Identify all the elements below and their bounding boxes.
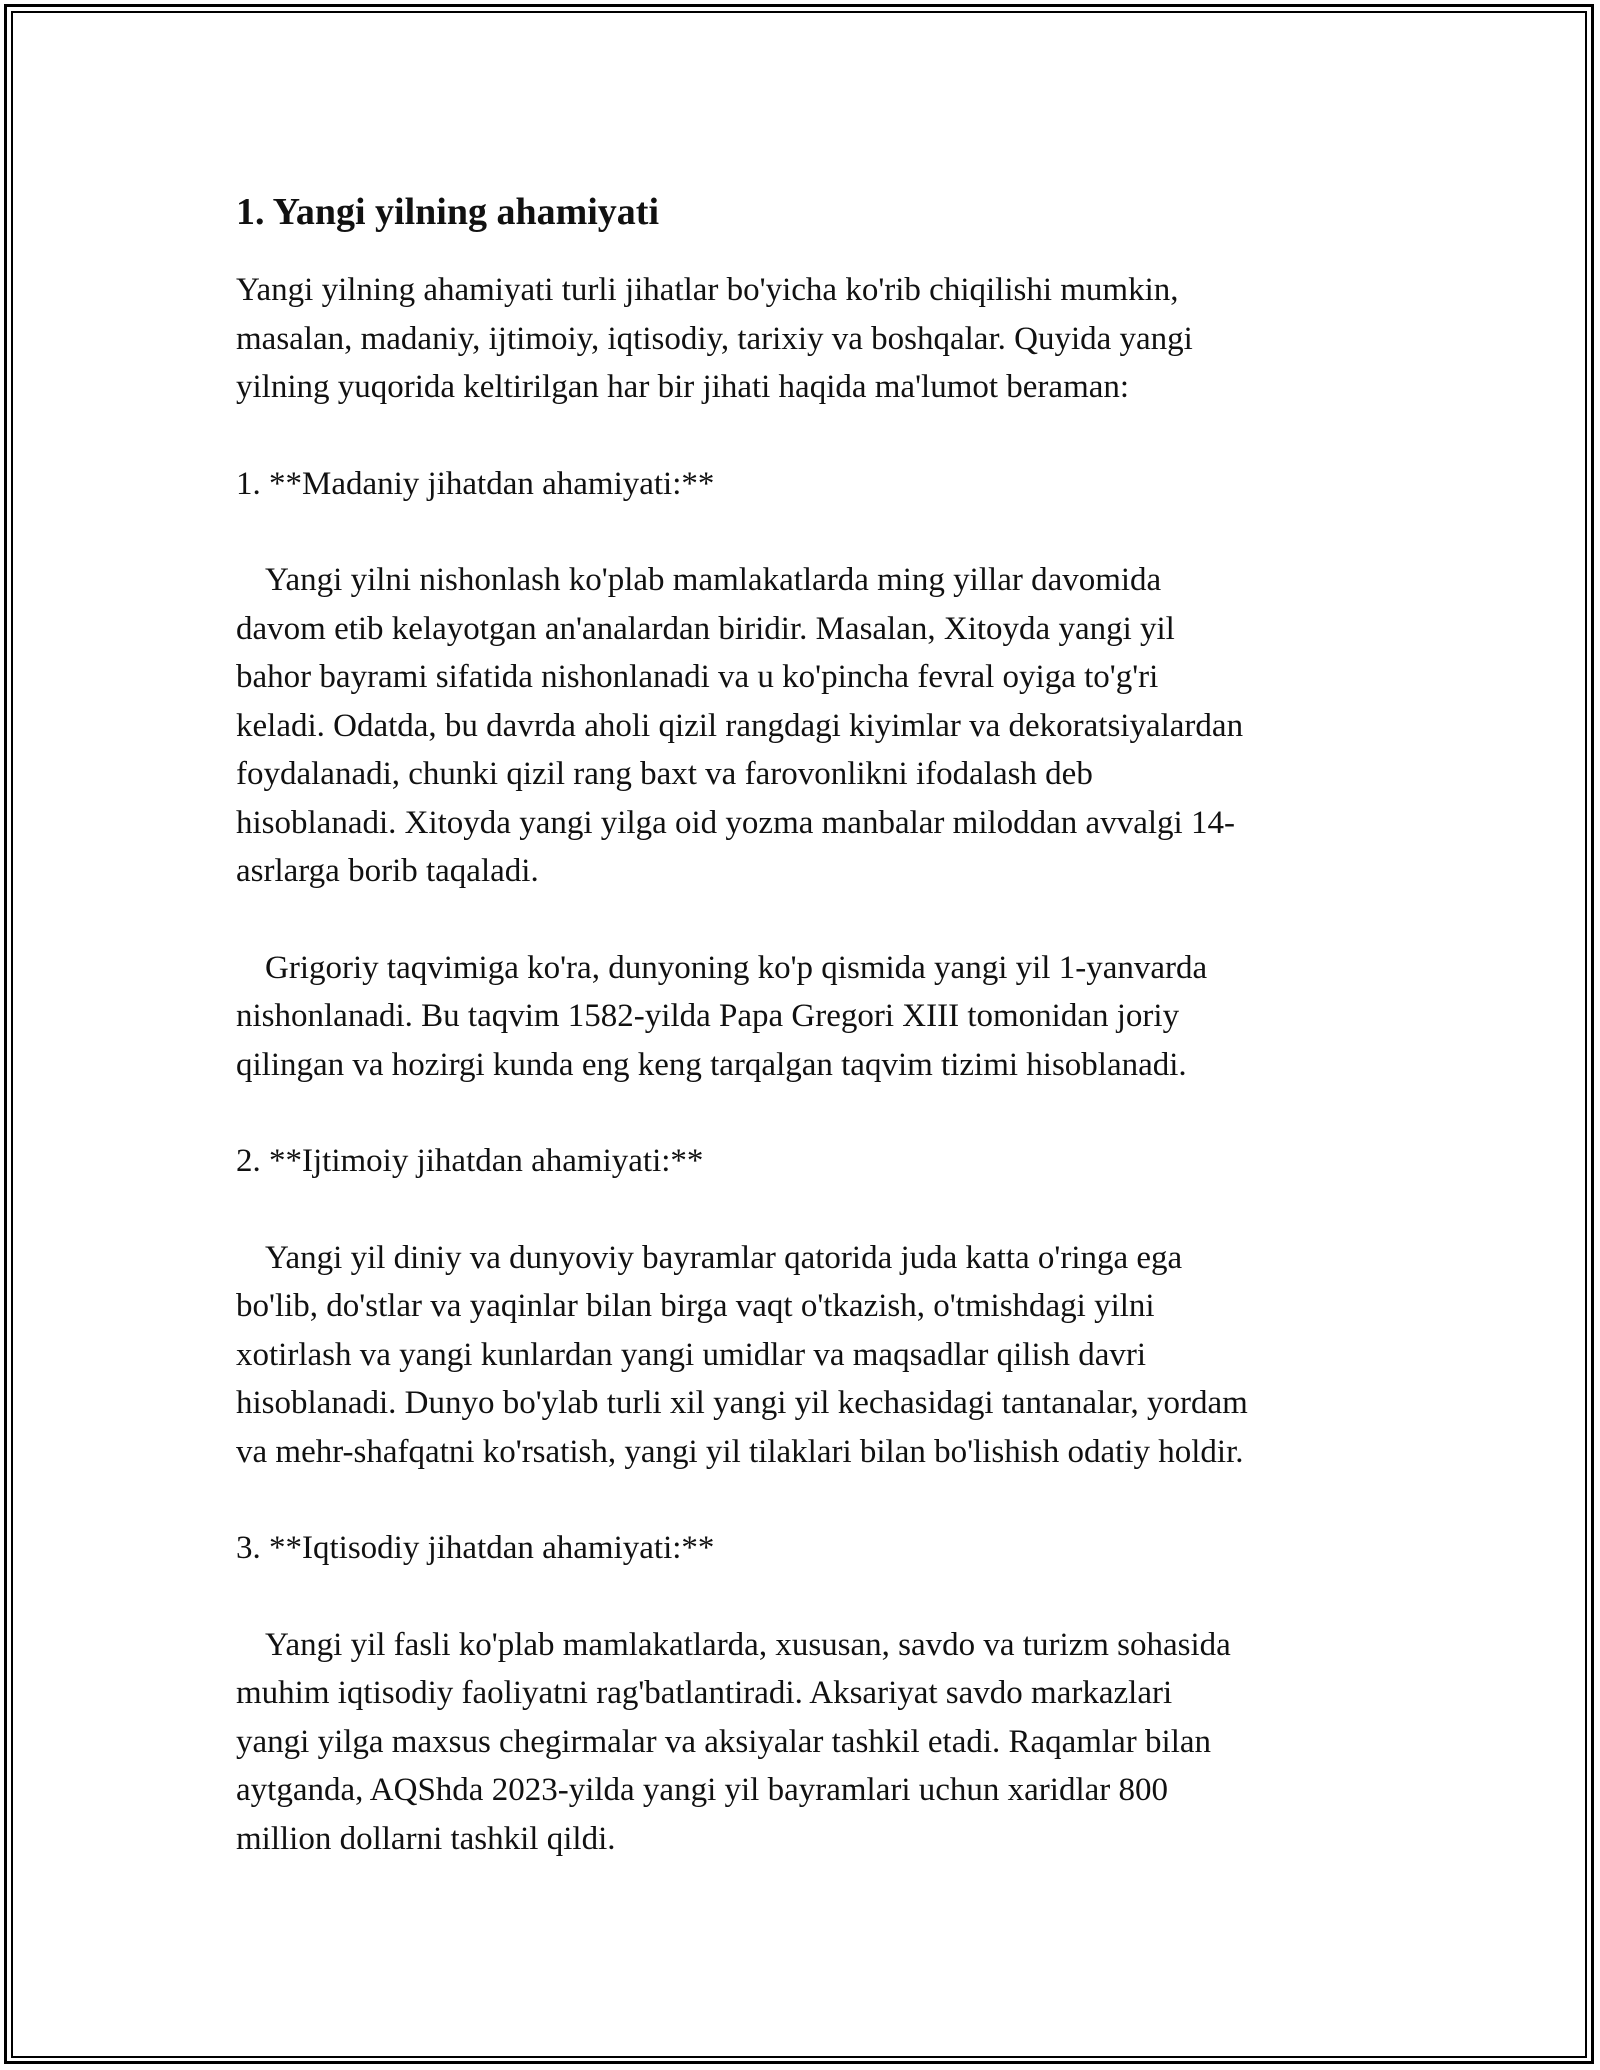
text-line: nishonlanadi. Bu taqvim 1582-yilda Papa Gregori XIII tomonidan joriy [236, 998, 1180, 1034]
text-line: Yangi yil diniy va dunyoviy bayramlar qatorida juda katta o'ringa ega [265, 1239, 1183, 1276]
social-paragraph-1 [236, 1234, 1376, 1477]
text-line: va mehr-shafqatni ko'rsatish, yangi yil tilaklari bilan bo'lishish odatiy holdir. [236, 1433, 1244, 1470]
text-line: hisoblanadi. Dunyo bo'ylab turli xil yangi yil kechasidagi tantanalar, yordam [236, 1385, 1248, 1421]
text-line: million dollarni tashkil qildi. [236, 1820, 616, 1857]
text-line: keladi. Odatda, bu davrda aholi qizil rangdagi kiyimlar va dekoratsiyalardan [236, 707, 1244, 744]
document-title: 1. Yangi yilning ahamiyati [236, 191, 660, 233]
text-line: Yangi yilni nishonlash ko'plab mamlakatlarda ming yillar davomida [265, 562, 1162, 598]
text-line: asrlarga borib taqaladi. [236, 853, 539, 889]
text-line: aytganda, AQShda 2023-yilda yangi yil bayramlari uchun xaridlar 800 [236, 1772, 1169, 1808]
text-line: yangi yilga maxsus chegirmalar va aksiyalar tashkil etadi. Raqamlar bilan [236, 1723, 1212, 1760]
section-heading-cultural: 1. **Madaniy jihatdan ahamiyati:** [236, 465, 715, 502]
intro-paragraph [236, 266, 1376, 412]
text-line: Yangi yilning ahamiyati turli jihatlar bo'yicha ko'rib chiqilishi mumkin, [236, 272, 1179, 308]
text-line: bo'lib, do'stlar va yaqinlar bilan birga vaqt o'tkazish, o'tmishdagi yilni [236, 1288, 1155, 1324]
section-heading-social: 2. **Ijtimoiy jihatdan ahamiyati:** [236, 1143, 704, 1179]
document-body [236, 186, 1376, 1911]
text-line: muhim iqtisodiy faoliyatni rag'batlantiradi. Aksariyat savdo markazlari [236, 1675, 1173, 1711]
section-heading-economic: 3. **Iqtisodiy jihatdan ahamiyati:** [236, 1530, 715, 1566]
economic-paragraph-1 [236, 1621, 1376, 1864]
text-line: bahor bayrami sifatida nishonlanadi va u ko'pincha fevral oyiga to'g'ri [236, 659, 1159, 695]
text-line: yilning yuqorida keltirilgan har bir jihati haqida ma'lumot beraman: [236, 369, 1130, 405]
text-line: masalan, madaniy, ijtimoiy, iqtisodiy, tarixiy va boshqalar. Quyida yangi [236, 320, 1193, 357]
cultural-paragraph-2 [236, 944, 1376, 1090]
text-line: davom etib kelayotgan an'analardan biridir. Masalan, Xitoyda yangi yil [236, 610, 1175, 647]
text-line: qilingan va hozirgi kunda eng keng tarqalgan taqvim tizimi hisoblanadi. [236, 1046, 1187, 1083]
cultural-paragraph-1 [236, 556, 1376, 896]
text-line: Yangi yil fasli ko'plab mamlakatlarda, xususan, savdo va turizm sohasida [265, 1626, 1231, 1663]
text-line: xotirlash va yangi kunlardan yangi umidlar va maqsadlar qilish davri [236, 1336, 1147, 1373]
text-line: foydalanadi, chunki qizil rang baxt va farovonlikni ifodalash deb [236, 756, 1093, 792]
text-line: Grigoriy taqvimiga ko'ra, dunyoning ko'p qismida yangi yil 1-yanvarda [265, 949, 1208, 986]
text-line: hisoblanadi. Xitoyda yangi yilga oid yozma manbalar miloddan avvalgi 14- [236, 804, 1235, 841]
